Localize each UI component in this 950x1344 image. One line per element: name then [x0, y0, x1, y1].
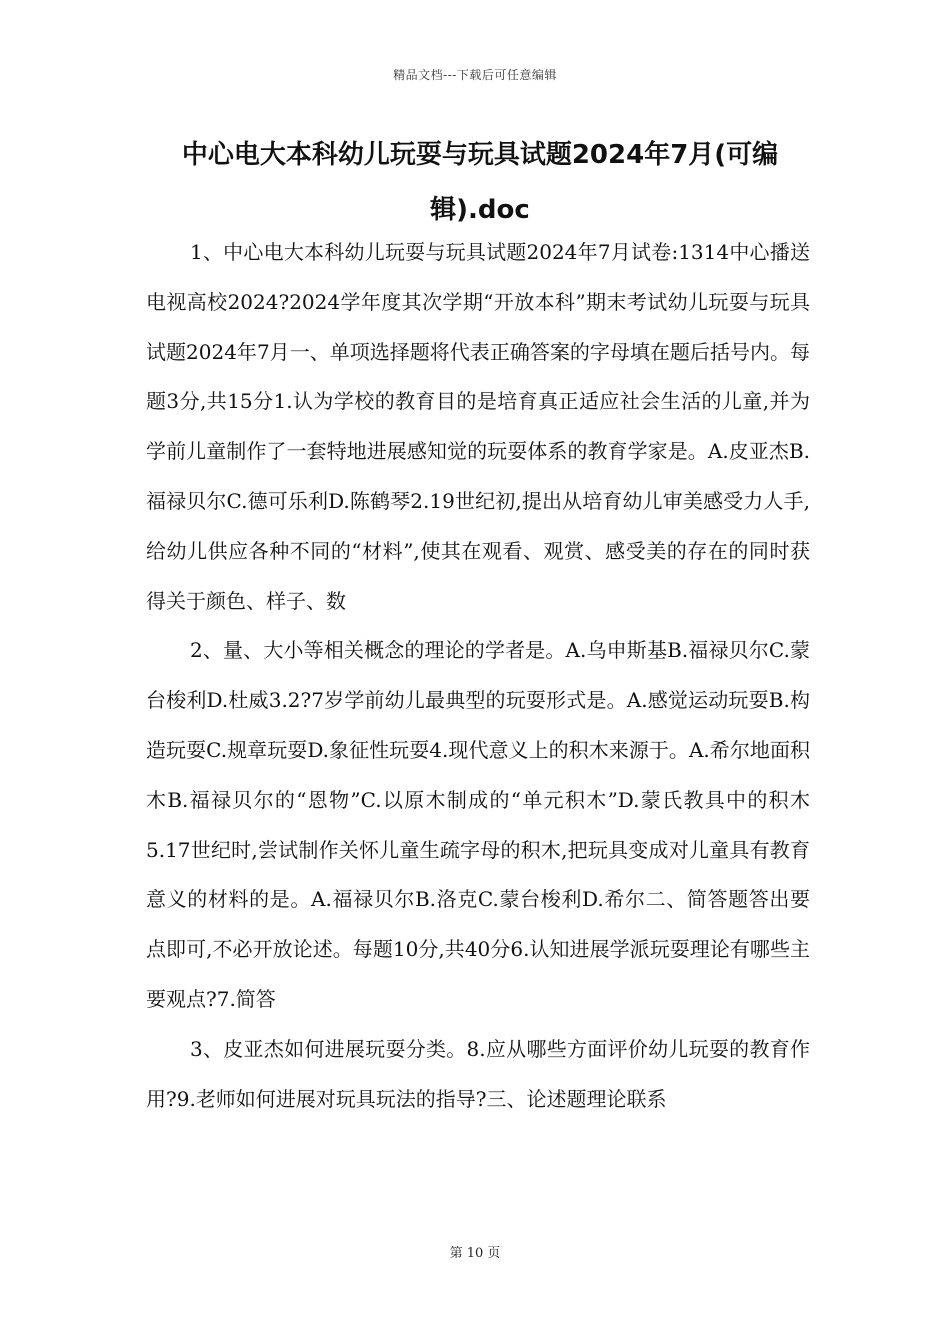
- page-number: 第 10 页: [449, 1246, 501, 1261]
- paragraph-1: 1、中心电大本科幼儿玩耍与玩具试题2024年7月试卷:1314中心播送电视高校2024?2024学年度其次学期“开放本科”期末考试幼儿玩耍与玩具试题2024年7月一、单项选择题将代表正确答案的字母填在题后括号内。每题3分,共15分1.认为学校的教育目的是培育真正适应社会生活的儿童,并为学前儿童制作了一套特地进展感知觉的玩耍体系的教育学家是。A.皮亚杰B.福禄贝尔C.德可乐利D.陈鹤琴2.19世纪初,提出从培育幼儿审美感受力人手,给幼儿供应各种不同的“材料”,使其在观看、观赏、感受美的存在的同时获得关于颜色、样子、数: [146, 240, 810, 613]
- document-body: [146, 228, 810, 1124]
- document-title: 中心电大本科幼儿玩耍与玩具试题2024年7月(可编辑).doc: [181, 140, 779, 225]
- paragraph-3: 3、皮亚杰如何进展玩耍分类。8.应从哪些方面评价幼儿玩耍的教育作用?9.老师如何进展对玩具玩法的指导?三、论述题理论联系: [146, 1036, 810, 1111]
- header-note: 精品文档---下载后可任意编辑: [393, 68, 557, 82]
- paragraph-2: 2、量、大小等相关概念的理论的学者是。A.乌申斯基B.福禄贝尔C.蒙台梭利D.杜威3.2?7岁学前幼儿最典型的玩耍形式是。A.感觉运动玩耍B.构造玩耍C.规章玩耍D.象征性玩耍4.现代意义上的积木来源于。A.希尔地面积木B.福禄贝尔的“恩物”C.以原木制成的“单元积木”D.蒙氏教具中的积木5.17世纪时,尝试制作关怀儿童生疏字母的积木,把玩具变成对儿童具有教育意义的材料的是。A.福禄贝尔B.洛克C.蒙台梭利D.希尔二、简答题答出要点即可,不必开放论述。每题10分,共40分6.认知进展学派玩耍理论有哪些主要观点?7.简答: [146, 638, 810, 1011]
